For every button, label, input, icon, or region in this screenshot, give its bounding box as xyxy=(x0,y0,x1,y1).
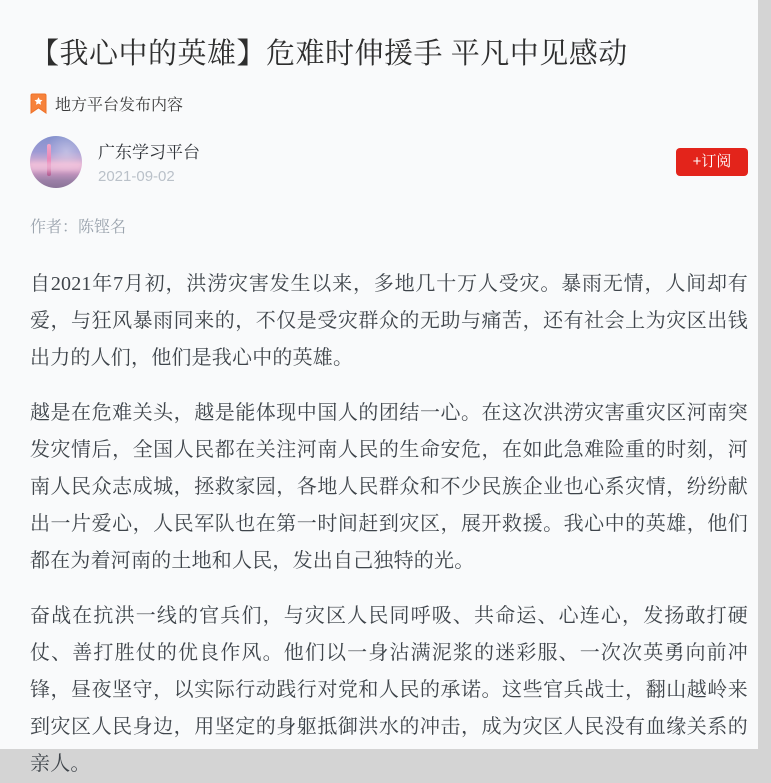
author-line: 作者：陈铿名 xyxy=(30,218,127,236)
tag-label: 地方平台发布内容 xyxy=(55,96,184,114)
article-paragraph: 自2021年7月初，洪涝灾害发生以来，多地几十万人受灾。暴雨无情，人间却有爱，与狂风暴雨同来的，不仅是受灾群众的无助与痛苦，还有社会上为灾区出钱出力的人们，他们是我心中的英雄。 xyxy=(30,272,748,369)
publisher-row xyxy=(30,136,748,188)
content-source-tag xyxy=(30,92,748,115)
article-paragraph: 越是在危难关头，越是能体现中国人的团结一心。在这次洪涝灾害重灾区河南突发灾情后，全国人民都在关注河南人民的生命安危，在如此急难险重的时刻，河南人民众志成城，拯救家园，各地人民群众和不少民族企业也心系灾情，纷纷献出一片爱心，人民军队也在第一时间赶到灾区，展开救援。我心中的英雄，他们都在为着河南的土地和人民，发出自己独特的光。 xyxy=(30,401,748,572)
article-title: 【我心中的英雄】危难时伸援手 平凡中见感动 xyxy=(30,38,628,71)
publisher-meta xyxy=(98,138,200,185)
bookmark-star-icon xyxy=(30,93,47,114)
publish-date: 2021-09-02 xyxy=(98,168,175,186)
window-edge-strip xyxy=(758,0,771,749)
subscribe-button[interactable]: +订阅 xyxy=(676,148,748,176)
article-body xyxy=(30,266,748,783)
publisher-name[interactable]: 广东学习平台 xyxy=(98,143,200,163)
article-paragraph: 奋战在抗洪一线的官兵们，与灾区人民同呼吸、共命运、心连心，发扬敢打硬仗、善打胜仗的优良作风。他们以一身沾满泥浆的迷彩服、一次次英勇向前冲锋，昼夜坚守，以实际行动践行对党和人民的承诺。这些官兵战士，翻山越岭来到灾区人民身边，用坚定的身躯抵御洪水的冲击，成为灾区人民没有血缘关系的亲人。 xyxy=(30,604,748,775)
publisher-avatar[interactable] xyxy=(30,136,82,188)
